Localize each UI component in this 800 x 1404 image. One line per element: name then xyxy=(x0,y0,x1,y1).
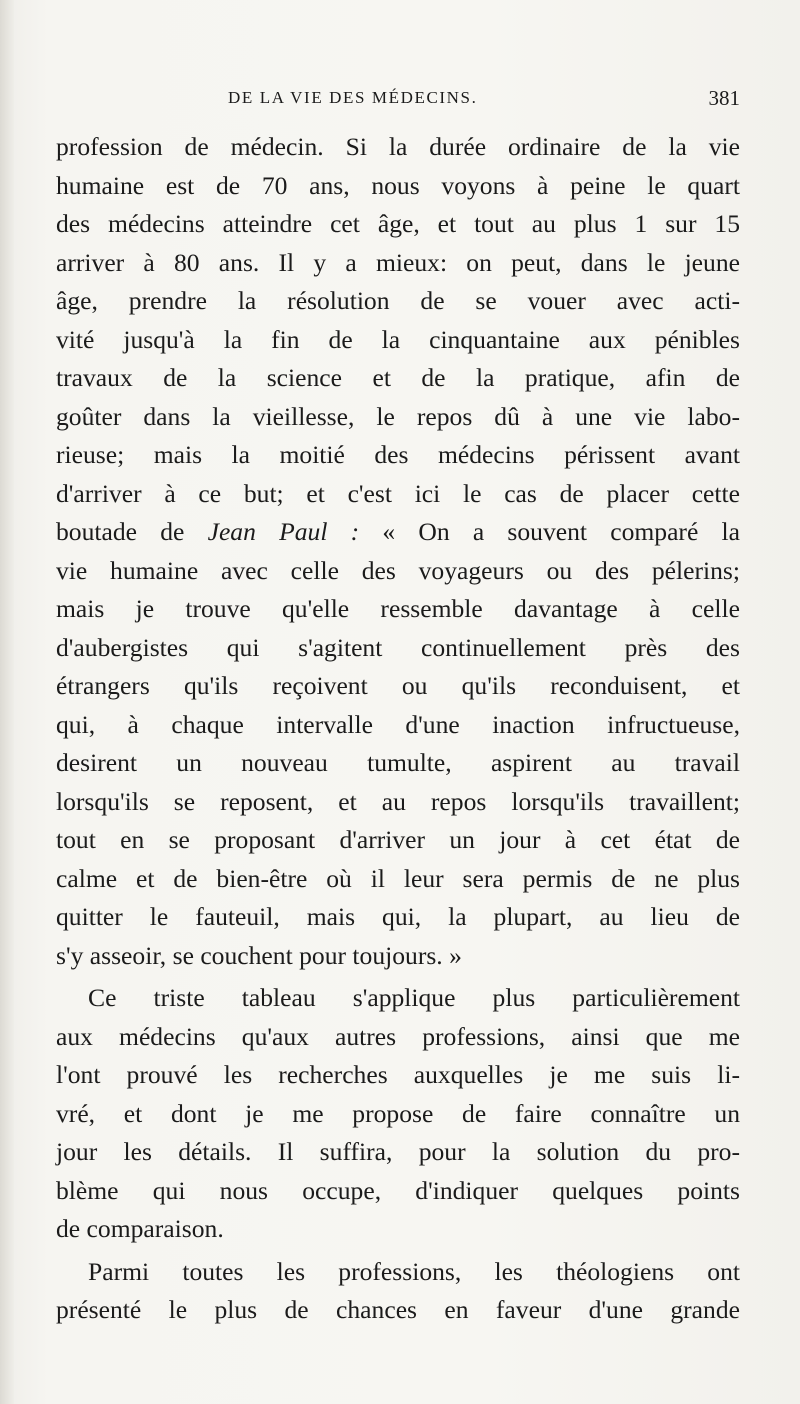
body-text xyxy=(56,128,740,1330)
text-line: travaux de la science et de la pratique, afin de xyxy=(56,363,740,392)
text-line-quote-start xyxy=(56,513,740,552)
text-line: goûter dans la vieillesse, le repos dû à une vie labo- xyxy=(56,401,740,431)
text-line: quitter le fauteuil, mais qui, la plupart, au lieu de xyxy=(56,902,740,931)
text-line: âge, prendre la résolution de se vouer avec acti- xyxy=(56,286,740,315)
text-line: jour les détails. Il suffira, pour la solution du pro- xyxy=(56,1137,740,1166)
text-line: rieuse; mais la moitié des médecins périssent avant xyxy=(56,440,740,469)
page-gutter-edge xyxy=(0,0,14,1404)
text-line: vité jusqu'à la fin de la cinquantaine aux pénibles xyxy=(56,324,740,354)
text-line: blème qui nous occupe, d'indiquer quelques points xyxy=(56,1175,740,1205)
text-line: humaine est de 70 ans, nous voyons à peine le quart xyxy=(56,170,740,200)
text-line: desirent un nouveau tumulte, aspirent au travail xyxy=(56,748,740,777)
text-line: mais je trouve qu'elle ressemble davantage à celle xyxy=(56,594,740,623)
text-segment: « On a souvent comparé la xyxy=(359,517,740,546)
text-segment: boutade de xyxy=(56,517,208,546)
text-line: vré, et dont je me propose de faire connaître un xyxy=(56,1098,740,1128)
text-line: d'arriver à ce but; et c'est ici le cas de placer cette xyxy=(56,478,740,508)
page-number: 381 xyxy=(708,86,740,110)
text-line: qui, à chaque intervalle d'une inaction infructueuse, xyxy=(56,709,740,739)
text-line: lorsqu'ils se reposent, et au repos lorsqu'ils travaillent; xyxy=(56,786,740,816)
text-line: étrangers qu'ils reçoivent ou qu'ils reconduisent, et xyxy=(56,671,740,700)
running-header xyxy=(56,80,746,116)
running-title: DE LA VIE DES MÉDECINS. xyxy=(228,88,478,107)
author-name-italic: Jean Paul : xyxy=(207,517,360,546)
text-line: s'y asseoir, se couchent pour toujours. » xyxy=(56,940,462,970)
text-line: Parmi toutes les professions, les théologiens ont xyxy=(88,1256,740,1286)
text-line: présenté le plus de chances en faveur d'une grande xyxy=(56,1295,740,1324)
text-line: tout en se proposant d'arriver un jour à cet état de xyxy=(56,825,740,854)
text-line: de comparaison. xyxy=(56,1214,224,1243)
text-line: profession de médecin. Si la durée ordinaire de la vie xyxy=(56,132,740,161)
text-line: calme et de bien-être où il leur sera permis de ne plus xyxy=(56,863,740,893)
text-line: Ce triste tableau s'applique plus particulièrement xyxy=(88,983,740,1012)
text-line: des médecins atteindre cet âge, et tout au plus 1 sur 15 xyxy=(56,209,740,238)
text-line: d'aubergistes qui s'agitent continuellement près des xyxy=(56,632,740,662)
text-line: l'ont prouvé les recherches auxquelles je me suis li- xyxy=(56,1060,740,1089)
text-line: arriver à 80 ans. Il y a mieux: on peut, dans le jeune xyxy=(56,247,740,277)
text-line: aux médecins qu'aux autres professions, ainsi que me xyxy=(56,1021,740,1051)
text-line: vie humaine avec celle des voyageurs ou des pélerins; xyxy=(56,555,740,585)
